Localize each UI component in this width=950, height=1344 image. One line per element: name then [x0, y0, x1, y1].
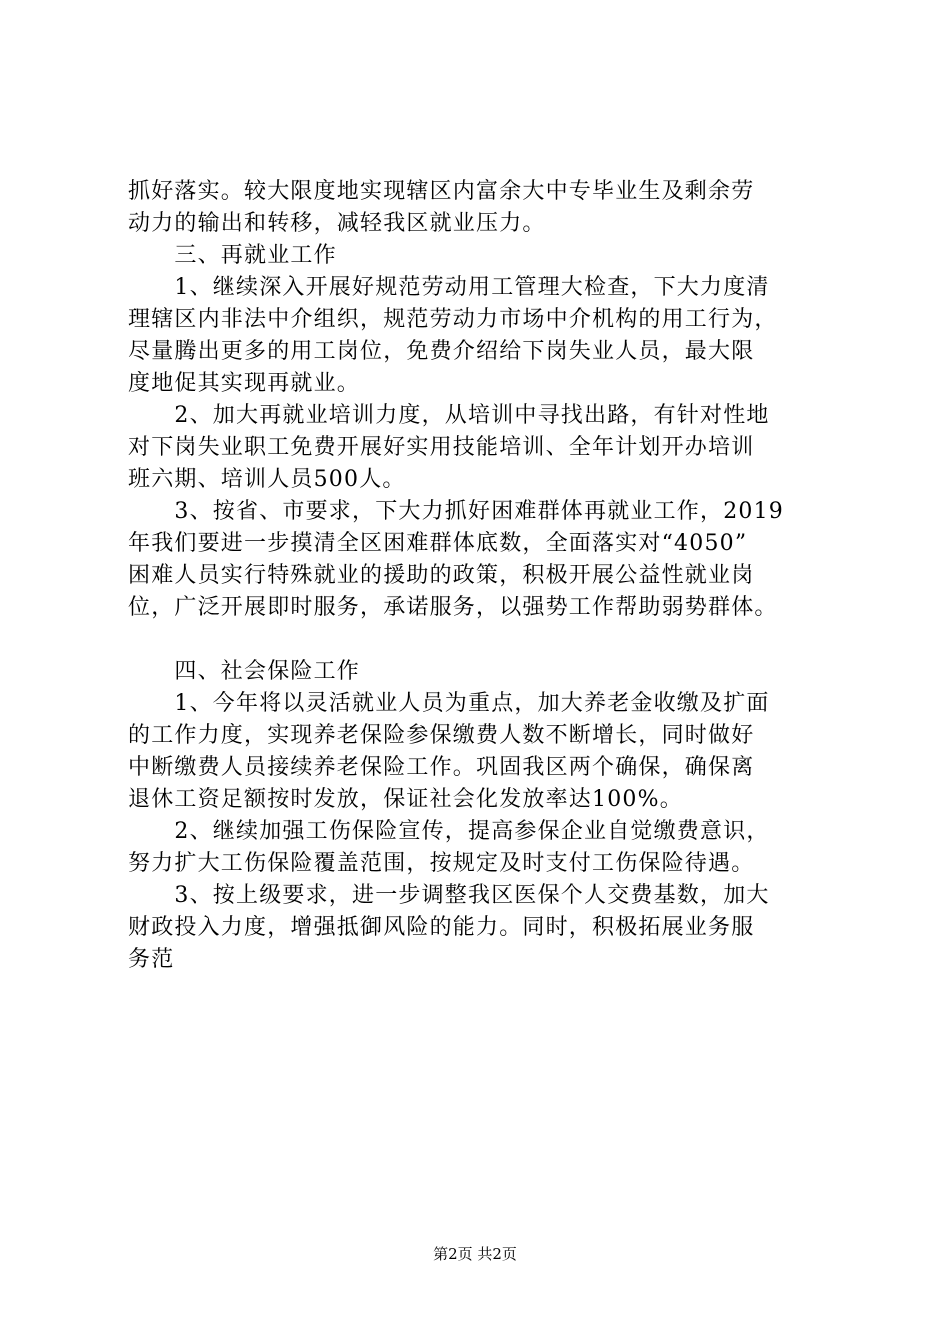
text-line: 对下岗失业职工免费开展好实用技能培训、全年计划开办培训 [128, 435, 755, 460]
text-line: 动力的输出和转移，减轻我区就业压力。 [128, 211, 546, 236]
text-line: 尽量腾出更多的用工岗位，免费介绍给下岗失业人员，最大限 [128, 339, 755, 364]
page-number-footer: 第2页 共2页 [433, 1245, 517, 1263]
text-line: 困难人员实行特殊就业的援助的政策，积极开展公益性就业岗 [128, 563, 755, 588]
text-line: 中断缴费人员接续养老保险工作。巩固我区两个确保，确保离 [128, 755, 755, 780]
text-line: 努力扩大工伤保险覆盖范围，按规定及时支付工伤保险待遇。 [128, 851, 755, 876]
document-body [128, 176, 850, 976]
text-line: 的工作力度，实现养老保险参保缴费人数不断增长，同时做好 [128, 723, 755, 748]
text-line: 理辖区内非法中介组织，规范劳动力市场中介机构的用工行为， [128, 307, 778, 332]
text-line: 3、按上级要求，进一步调整我区医保个人交费基数，加大 [128, 883, 770, 908]
paragraph-gap [128, 624, 850, 656]
section-heading-social-insurance: 四、社会保险工作 [128, 659, 361, 684]
text-line: 位，广泛开展即时服务，承诺服务，以强势工作帮助弱势群体。 [128, 595, 778, 620]
text-line: 年我们要进一步摸清全区困难群体底数，全面落实对“4050” [128, 531, 748, 556]
text-line: 3、按省、市要求，下大力抓好困难群体再就业工作，2019 [128, 499, 784, 524]
text-line: 班六期、培训人员500人。 [128, 467, 406, 492]
text-line: 1、今年将以灵活就业人员为重点，加大养老金收缴及扩面 [128, 691, 770, 716]
section-heading-reemployment: 三、再就业工作 [128, 243, 337, 268]
text-line: 2、继续加强工伤保险宣传，提高参保企业自觉缴费意识， [128, 819, 770, 844]
text-line: 财政投入力度，增强抵御风险的能力。同时，积极拓展业务服 [128, 915, 755, 940]
text-line: 度地促其实现再就业。 [128, 371, 361, 396]
text-line: 务范 [128, 947, 175, 972]
text-line: 抓好落实。较大限度地实现辖区内富余大中专毕业生及剩余劳 [128, 179, 755, 204]
text-line: 2、加大再就业培训力度，从培训中寻找出路，有针对性地 [128, 403, 770, 428]
text-line: 退休工资足额按时发放，保证社会化发放率达100%。 [128, 787, 683, 812]
text-line: 1、继续深入开展好规范劳动用工管理大检查，下大力度清 [128, 275, 770, 300]
